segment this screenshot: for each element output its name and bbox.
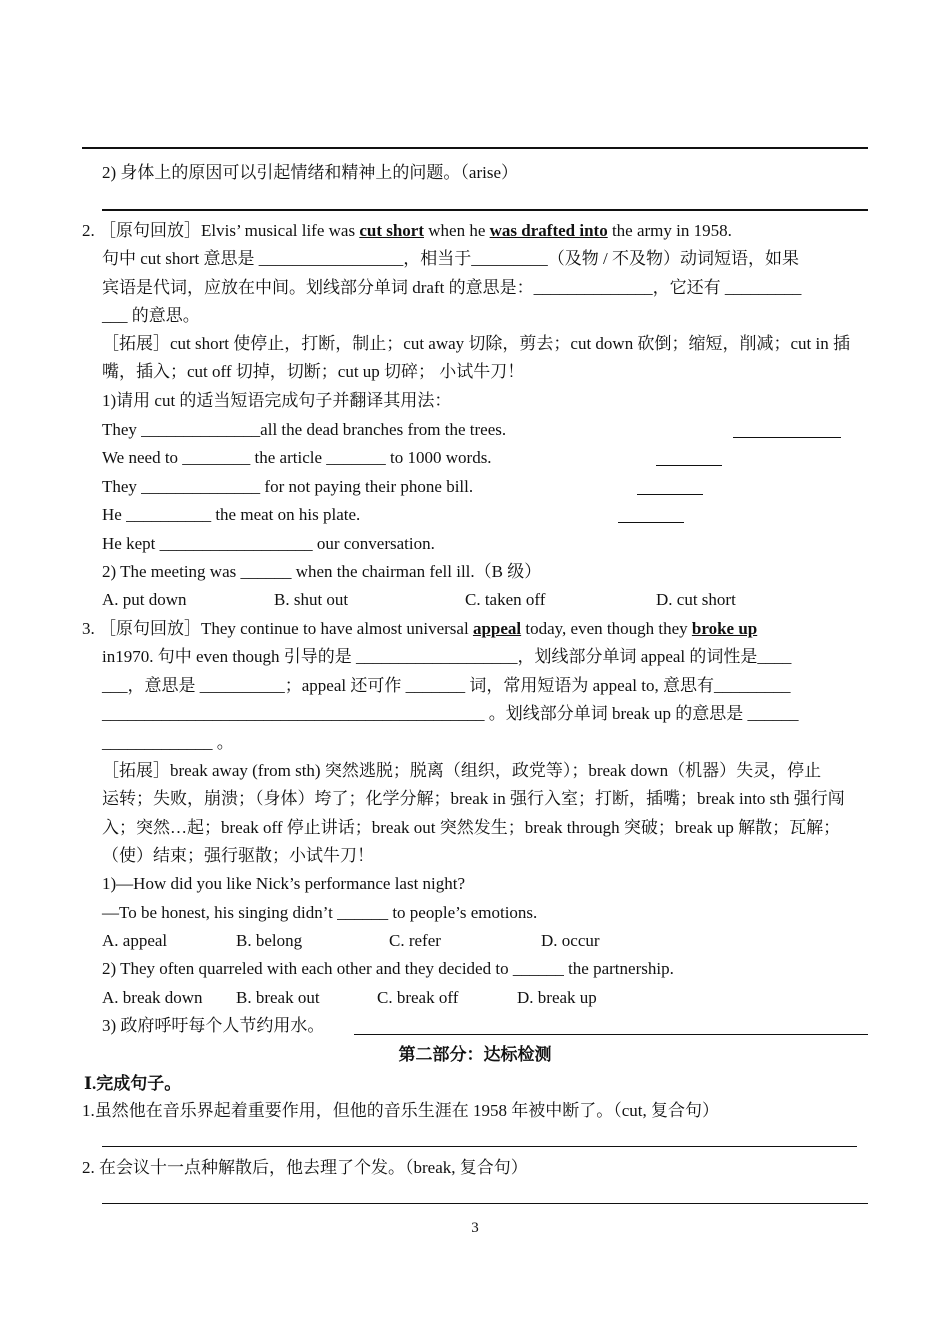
translation-blank xyxy=(733,437,841,438)
q2-line2: 句中 cut short 意思是 _________________，相当于_________（及物 / 不及物）动词短语，如果 xyxy=(102,249,799,268)
q3-line5: _____________ 。 xyxy=(102,733,234,752)
q2-mcq: 2) The meeting was ______ when the chairman fell ill.（B 级） xyxy=(102,562,542,581)
q2-sentence-5: He kept __________________ our conversation. xyxy=(102,534,435,553)
answer-line xyxy=(354,1034,868,1035)
q3-extension-4: （使）结束；强行驱散；小试牛刀！ xyxy=(102,846,374,865)
q2-extension-1: ［拓展］cut short 使停止，打断，制止；cut away 切除，剪去；cut down 砍倒；缩短，削减；cut in 插 xyxy=(102,334,850,353)
q3-prefix: 3. ［原句回放］They continue to have almost universal xyxy=(82,619,473,638)
q2-phrase-drafted-into: was drafted into xyxy=(489,221,608,240)
q3-line4: _____________________________________________ 。划线部分单词 break up 的意思是 ______ xyxy=(102,704,799,723)
exercise-arise: 2) 身体上的原因可以引起情绪和精神上的问题。（arise） xyxy=(102,163,519,182)
q2-option-a: A. put down xyxy=(102,590,187,609)
q2-mid: when he xyxy=(424,221,490,240)
q2-sentence-3: They ______________ for not paying their phone bill. xyxy=(102,477,474,496)
q3-extension-2: 运转；失败，崩溃；（身体）垮了；化学分解；break in 强行入室；打断，插嘴；break into sth 强行闯 xyxy=(102,789,845,808)
task-sentence-1: 1.虽然他在音乐界起着重要作用，但他的音乐生涯在 1958 年被中断了。（cut, 复合句） xyxy=(82,1101,720,1120)
q2-line4: ___ 的意思。 xyxy=(102,306,200,325)
q2-prefix: 2. ［原句回放］Elvis’ musical life was xyxy=(82,221,360,240)
answer-line xyxy=(102,1146,857,1147)
q3-mcq1-option-a: A. appeal xyxy=(102,931,168,950)
q2-phrase-cut-short: cut short xyxy=(359,221,425,240)
q3-line2: in1970. 句中 even though 引导的是 ___________________，划线部分单词 appeal 的词性是____ xyxy=(102,647,792,666)
part-title: Ⅰ.完成句子。 xyxy=(84,1074,182,1093)
q3-mcq2-option-c: C. break off xyxy=(377,988,459,1007)
q2-option-d: D. cut short xyxy=(656,590,736,609)
q3-dialogue-2: —To be honest, his singing didn’t ______ to people’s emotions. xyxy=(102,903,538,922)
q3-mcq2-option-d: D. break up xyxy=(517,988,597,1007)
q2-sentence-4: He __________ the meat on his plate. xyxy=(102,505,361,524)
q3-mcq2-option-b: B. break out xyxy=(236,988,320,1007)
q3-translation: 3) 政府呼吁每个人节约用水。 xyxy=(102,1016,325,1035)
q3-mcq2: 2) They often quarreled with each other and they decided to ______ the partnership. xyxy=(102,959,674,978)
translation-blank xyxy=(618,522,684,523)
q3-word-appeal: appeal xyxy=(472,619,522,638)
page-number: 3 xyxy=(471,1220,479,1236)
q3-extension-3: 入；突然…起；break off 停止讲话；break out 突然发生；break through 突破；break up 解散；瓦解； xyxy=(102,818,841,837)
q3-line3: ___，意思是 __________；appeal 还可作 _______ 词，常用短语为 appeal to, 意思有_________ xyxy=(102,676,791,695)
q2-sentence-1: They ______________all the dead branches from the trees. xyxy=(102,420,507,439)
q3-original-sentence xyxy=(82,618,868,640)
q3-extension-1: ［拓展］break away (from sth) 突然逃脱；脱离（组织，政党等）；break down（机器）失灵，停止 xyxy=(102,761,822,780)
q3-mcq1-option-d: D. occur xyxy=(541,931,600,950)
answer-line xyxy=(102,1203,868,1204)
translation-blank xyxy=(637,494,703,495)
q2-option-b: B. shut out xyxy=(274,590,349,609)
q3-phrase-broke-up: broke up xyxy=(691,619,758,638)
q2-extension-2: 嘴，插入；cut off 切掉，切断；cut up 切碎； 小试牛刀！ xyxy=(102,362,525,381)
q3-mcq1-option-c: C. refer xyxy=(389,931,441,950)
q3-mcq1-option-b: B. belong xyxy=(236,931,303,950)
answer-line xyxy=(102,209,868,211)
section-title: 第二部分：达标检测 xyxy=(398,1045,552,1064)
q3-mcq2-option-a: A. break down xyxy=(102,988,203,1007)
task-sentence-2: 2. 在会议十一点种解散后，他去理了个发。（break, 复合句） xyxy=(82,1158,528,1177)
q2-suffix: the army in 1958. xyxy=(607,221,732,240)
q3-dialogue-1: 1)—How did you like Nick’s performance last night? xyxy=(102,874,466,893)
translation-blank xyxy=(656,465,722,466)
q2-original-sentence xyxy=(82,220,732,242)
q2-sentence-2: We need to ________ the article _______ to 1000 words. xyxy=(102,448,492,467)
q2-line3: 宾语是代词，应放在中间。划线部分单词 draft 的意思是：______________，它还有 _________ xyxy=(102,278,802,297)
answer-line xyxy=(82,147,868,149)
q3-mid: today, even though they xyxy=(521,619,692,638)
q2-task-1: 1)请用 cut 的适当短语完成句子并翻译其用法： xyxy=(102,391,452,410)
q2-option-c: C. taken off xyxy=(465,590,546,609)
